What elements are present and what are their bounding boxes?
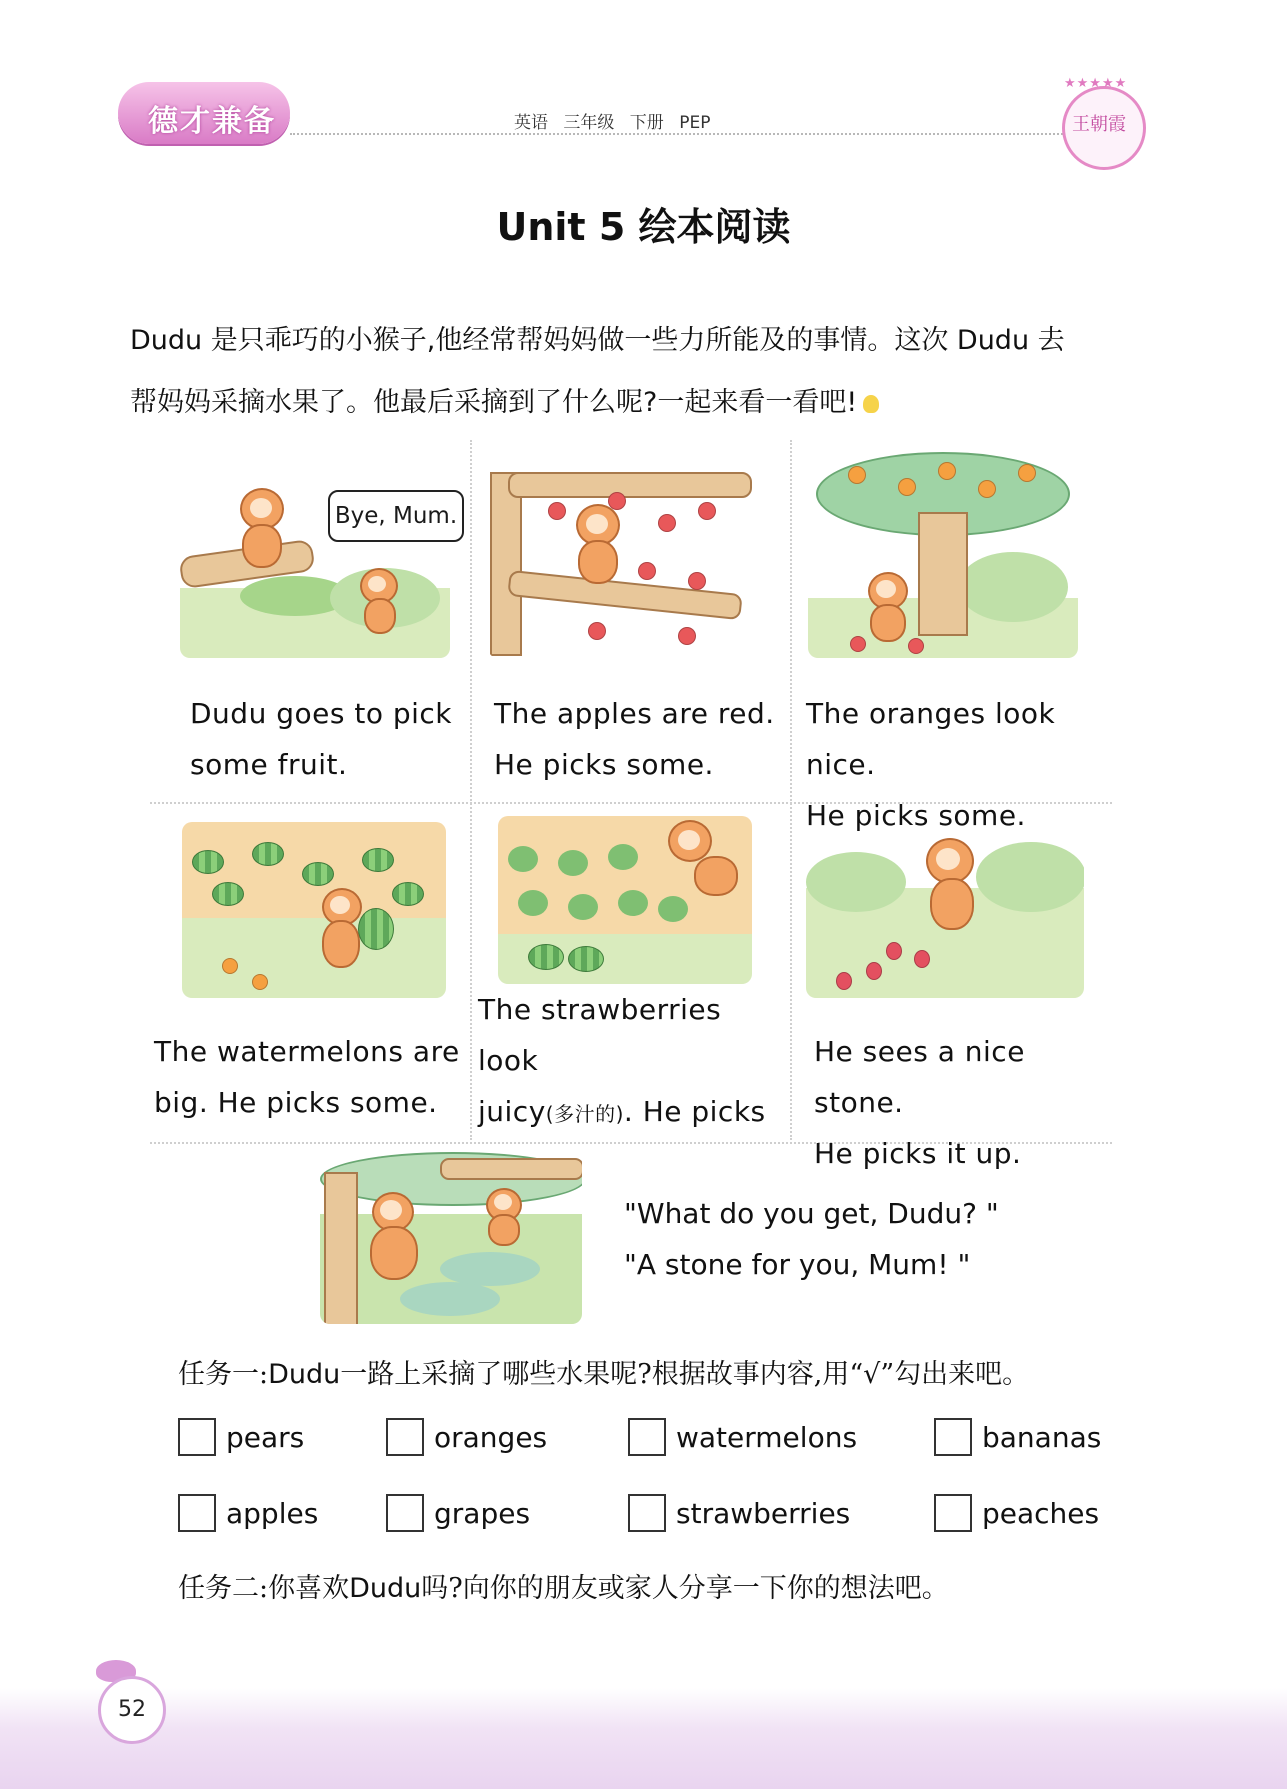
checkbox[interactable] [386, 1494, 424, 1532]
caption-6: He sees a nice stone. He picks it up. [814, 1035, 1025, 1170]
task-one-prompt: 任务一:Dudu一路上采摘了哪些水果呢?根据故事内容,用“√”勾出来吧。 [178, 1359, 1030, 1390]
grid-line [790, 440, 792, 1140]
checkbox[interactable] [628, 1418, 666, 1456]
story-illustration-7 [320, 1152, 582, 1324]
seal-name: 王朝霞 [1072, 114, 1126, 135]
task-two-prompt: 任务二:你喜欢Dudu吗?向你的朋友或家人分享一下你的想法吧。 [178, 1573, 949, 1604]
lightbulb-icon [863, 395, 879, 413]
story-illustration-6 [806, 822, 1084, 998]
intro-line-1: Dudu 是只乖巧的小猴子,他经常帮妈妈做一些力所能及的事情。这次 Dudu 去 [130, 325, 1065, 356]
footer-band [0, 1688, 1287, 1789]
header-logo-text: 德才兼备 [148, 104, 276, 139]
caption-3: The oranges look nice. He picks some. [806, 697, 1056, 832]
story-illustration-3 [808, 452, 1078, 658]
option-pears[interactable]: pears [178, 1418, 304, 1456]
option-grapes[interactable]: grapes [386, 1494, 530, 1532]
page-title: Unit 5 绘本阅读 [496, 205, 791, 249]
caption-5: The strawberries look juicy(多汁的). He picks [478, 993, 766, 1128]
caption-1: Dudu goes to pick some fruit. [190, 697, 453, 781]
speech-bubble: Bye, Mum. [328, 490, 464, 542]
intro-line-2: 帮妈妈采摘水果了。他最后采摘到了什么呢?一起来看一看吧! [130, 372, 1160, 434]
checkbox[interactable] [934, 1494, 972, 1532]
page-number: 52 [98, 1676, 166, 1744]
checkbox[interactable] [386, 1418, 424, 1456]
seal-stars: ★★★★★ [1064, 76, 1128, 91]
final-dialogue [624, 1188, 1094, 1290]
option-bananas[interactable]: bananas [934, 1418, 1101, 1456]
header-divider [290, 133, 1070, 135]
checkbox[interactable] [178, 1494, 216, 1532]
option-strawberries[interactable]: strawberries [628, 1494, 850, 1532]
option-apples[interactable]: apples [178, 1494, 318, 1532]
header-book-info: 英语 三年级 下册 PEP [514, 113, 711, 133]
caption-2: The apples are red. He picks some. [494, 697, 775, 781]
checkbox[interactable] [178, 1418, 216, 1456]
story-illustration-2 [488, 462, 758, 658]
intro-paragraph [130, 310, 1160, 434]
checkbox[interactable] [628, 1494, 666, 1532]
story-illustration-4 [182, 822, 446, 998]
dudu-answer: "A stone for you, Mum! " [624, 1248, 971, 1281]
option-peaches[interactable]: peaches [934, 1494, 1099, 1532]
mum-question: "What do you get, Dudu? " [624, 1197, 999, 1230]
story-illustration-5 [498, 816, 752, 984]
grid-line [470, 440, 472, 1140]
caption-4: The watermelons are big. He picks some. [154, 1035, 460, 1119]
option-oranges[interactable]: oranges [386, 1418, 547, 1456]
checkbox[interactable] [934, 1418, 972, 1456]
option-watermelons[interactable]: watermelons [628, 1418, 857, 1456]
